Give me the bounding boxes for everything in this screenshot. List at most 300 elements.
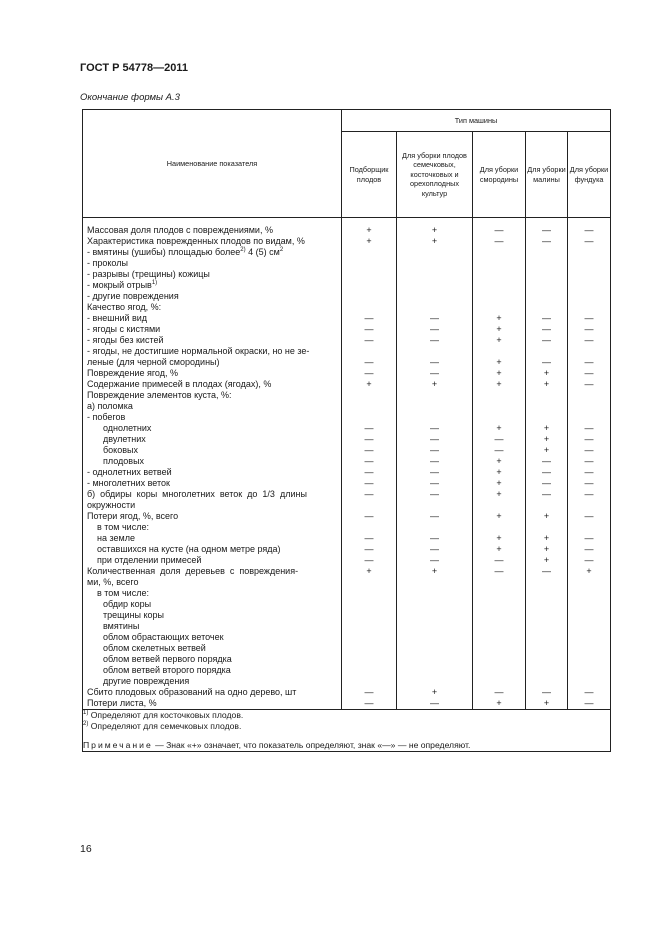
table-row — [83, 379, 611, 390]
empty-mark — [526, 654, 567, 665]
indicator-text: 4 (5) см — [245, 247, 280, 257]
empty-mark — [397, 280, 472, 291]
indicator-line — [83, 412, 341, 423]
empty-mark — [526, 291, 567, 302]
plus-mark: + — [543, 423, 550, 433]
value-cell — [568, 236, 611, 302]
indicator-text: - разрывы (трещины) кожицы — [87, 269, 210, 279]
dash-mark: — — [430, 456, 439, 466]
empty-mark — [342, 522, 396, 533]
indicator-cell — [83, 368, 342, 379]
empty-mark — [526, 412, 567, 423]
dash-mark: — — [430, 445, 439, 455]
indicator-line — [83, 445, 341, 456]
plus-mark: + — [496, 544, 502, 554]
empty-mark — [526, 610, 567, 621]
unit-exponent: 2 — [279, 247, 284, 253]
empty-mark — [568, 390, 610, 401]
dash-mark: — — [364, 533, 374, 543]
empty-mark — [568, 291, 610, 302]
empty-mark — [568, 412, 610, 423]
indicator-line — [83, 269, 341, 280]
plus-mark: + — [431, 379, 438, 389]
dash-mark: — — [430, 368, 439, 378]
empty-mark — [342, 258, 396, 269]
dash-mark: — — [584, 434, 594, 444]
plus-mark: + — [543, 544, 550, 554]
indicator-text: боковых — [103, 445, 138, 455]
value-cell — [342, 379, 397, 390]
table-body — [83, 218, 611, 710]
indicator-text: Сбито плодовых образований на одно дерево, шт — [87, 687, 297, 697]
indicator-line — [83, 225, 341, 236]
dash-mark: — — [430, 533, 439, 543]
table-row — [83, 368, 611, 379]
dash-mark: — — [542, 225, 551, 235]
plus-mark: + — [496, 456, 502, 466]
dash-mark: — — [364, 357, 374, 367]
empty-mark — [397, 247, 472, 258]
dash-mark: — — [364, 511, 374, 521]
indicator-text: облом скелетных ветвей — [103, 643, 206, 653]
empty-mark — [473, 412, 525, 423]
indicator-line — [83, 533, 341, 544]
indicator-text: Потери листа, % — [87, 698, 157, 708]
indicator-text: облом ветвей второго порядка — [103, 665, 231, 675]
empty-mark — [397, 599, 472, 610]
machine-type-header: Для уборки фундука — [568, 132, 611, 218]
empty-mark — [526, 599, 567, 610]
indicator-line — [83, 335, 341, 346]
value-cell — [473, 390, 526, 511]
indicator-line — [83, 654, 341, 665]
value-cell — [473, 236, 526, 302]
dash-mark: — — [430, 357, 439, 367]
indicator-line — [83, 610, 341, 621]
empty-mark — [473, 577, 525, 588]
indicator-cell — [83, 511, 342, 566]
empty-mark — [342, 280, 396, 291]
value-cell — [526, 379, 568, 390]
empty-mark — [473, 401, 525, 412]
indicator-text: облом обрастающих веточек — [103, 632, 224, 642]
plus-mark: + — [496, 324, 502, 334]
value-cell — [568, 390, 611, 511]
empty-mark — [342, 412, 396, 423]
empty-mark — [397, 522, 472, 533]
value-cell — [526, 566, 568, 687]
table-row — [83, 698, 611, 710]
empty-mark — [526, 390, 567, 401]
empty-mark — [526, 500, 567, 511]
empty-mark — [473, 258, 525, 269]
empty-mark — [526, 269, 567, 280]
value-cell — [473, 379, 526, 390]
indicator-text: - многолетних веток — [87, 478, 170, 488]
table-row — [83, 390, 611, 511]
document-title: ГОСТ Р 54778—2011 — [80, 62, 188, 74]
empty-mark — [397, 291, 472, 302]
empty-mark — [526, 676, 567, 687]
value-cell — [568, 379, 611, 390]
value-cell — [473, 302, 526, 368]
empty-mark — [342, 302, 396, 313]
indicator-line — [83, 522, 341, 533]
empty-mark — [568, 643, 610, 654]
empty-mark — [473, 390, 525, 401]
dash-mark: — — [542, 478, 551, 488]
empty-mark — [397, 401, 472, 412]
dash-mark: — — [364, 467, 374, 477]
empty-mark — [473, 500, 525, 511]
indicator-line — [83, 544, 341, 555]
dash-mark: — — [430, 324, 439, 334]
value-cell — [526, 302, 568, 368]
indicator-line — [83, 643, 341, 654]
value-cell — [473, 698, 526, 710]
dash-mark: — — [542, 687, 551, 697]
value-cell — [397, 566, 473, 687]
indicator-text: при отделении примесей — [97, 555, 202, 565]
indicator-line — [83, 291, 341, 302]
table-row — [83, 218, 611, 237]
dash-mark: — — [430, 489, 439, 499]
indicator-line — [83, 555, 341, 566]
value-cell — [397, 390, 473, 511]
dash-mark: — — [494, 687, 504, 697]
table-row — [83, 302, 611, 368]
empty-mark — [473, 346, 525, 357]
dash-mark: — — [364, 445, 374, 455]
empty-mark — [568, 258, 610, 269]
indicator-line — [83, 247, 341, 258]
table-row — [83, 566, 611, 687]
indicator-line — [83, 379, 341, 390]
dash-mark: — — [542, 357, 551, 367]
dash-mark: — — [364, 456, 374, 466]
dash-mark: — — [584, 445, 594, 455]
empty-mark — [568, 401, 610, 412]
empty-mark — [342, 291, 396, 302]
indicator-line — [83, 500, 341, 511]
indicator-text: другие повреждения — [103, 676, 190, 686]
plus-mark: + — [543, 445, 550, 455]
table-footer — [83, 710, 611, 752]
empty-mark — [473, 610, 525, 621]
empty-mark — [526, 247, 567, 258]
indicator-text: двулетних — [103, 434, 146, 444]
footnote-text: Определяют для семечковых плодов. — [88, 721, 242, 731]
indicator-line — [83, 687, 341, 698]
dash-mark: — — [494, 236, 504, 246]
indicator-line — [83, 676, 341, 687]
dash-mark: — — [364, 324, 374, 334]
column-header-indicator: Наименование показателя — [83, 110, 342, 218]
empty-mark — [473, 621, 525, 632]
indicators-table — [82, 109, 611, 752]
plus-mark: + — [431, 236, 438, 246]
empty-mark — [397, 588, 472, 599]
value-cell — [526, 511, 568, 566]
indicator-text: окружности — [87, 500, 136, 510]
indicator-text: Содержание примесей в плодах (ягодах), % — [87, 379, 272, 389]
indicator-line — [83, 302, 341, 313]
indicator-line — [83, 621, 341, 632]
dash-mark: — — [584, 489, 594, 499]
dash-mark: — — [364, 478, 374, 488]
dash-mark: — — [364, 423, 374, 433]
empty-mark — [397, 654, 472, 665]
value-cell — [397, 218, 473, 237]
indicator-line — [83, 401, 341, 412]
indicator-line — [83, 588, 341, 599]
empty-mark — [568, 665, 610, 676]
plus-mark: + — [366, 566, 372, 576]
empty-mark — [342, 577, 396, 588]
indicator-text: однолетних — [103, 423, 152, 433]
plus-mark: + — [543, 368, 550, 378]
indicator-line — [83, 566, 341, 577]
value-cell — [473, 368, 526, 379]
dash-mark: — — [430, 467, 439, 477]
footnote — [83, 710, 610, 721]
empty-mark — [473, 665, 525, 676]
value-cell — [526, 236, 568, 302]
indicator-text: трещины коры — [103, 610, 165, 620]
value-cell — [568, 368, 611, 379]
empty-mark — [526, 258, 567, 269]
indicator-text: в том числе: — [97, 522, 149, 532]
empty-mark — [473, 632, 525, 643]
value-cell — [342, 390, 397, 511]
dash-mark: — — [364, 368, 374, 378]
indicator-line — [83, 456, 341, 467]
value-cell — [342, 218, 397, 237]
plus-mark: + — [543, 555, 550, 565]
value-cell — [342, 566, 397, 687]
plus-mark: + — [431, 225, 438, 235]
value-cell — [342, 236, 397, 302]
dash-mark: — — [542, 456, 551, 466]
dash-mark: — — [584, 313, 594, 323]
dash-mark: — — [364, 434, 374, 444]
empty-mark — [568, 676, 610, 687]
indicator-text: в том числе: — [97, 588, 149, 598]
plus-mark: + — [431, 687, 438, 697]
dash-mark: — — [542, 236, 551, 246]
plus-mark: + — [496, 357, 502, 367]
dash-mark: — — [584, 357, 594, 367]
indicator-line — [83, 698, 341, 709]
indicator-text: - мокрый отрыв — [87, 280, 152, 290]
indicator-cell — [83, 379, 342, 390]
indicator-line — [83, 357, 341, 368]
indicator-text: - побегов — [87, 412, 126, 422]
dash-mark: — — [364, 544, 374, 554]
empty-mark — [342, 665, 396, 676]
indicator-text: ми, %, всего — [87, 577, 139, 587]
plus-mark: + — [496, 478, 502, 488]
dash-mark: — — [584, 236, 594, 246]
value-cell — [342, 687, 397, 698]
empty-mark — [342, 676, 396, 687]
dash-mark: — — [494, 445, 504, 455]
dash-mark: — — [584, 544, 594, 554]
indicator-text: Количественная доля деревьев с повреждения- — [87, 566, 299, 576]
empty-mark — [473, 654, 525, 665]
empty-mark — [342, 588, 396, 599]
plus-mark: + — [366, 236, 372, 246]
page-number: 16 — [80, 843, 92, 855]
empty-mark — [342, 247, 396, 258]
indicator-text: Характеристика поврежденных плодов по видам, % — [87, 236, 305, 246]
dash-mark: — — [430, 698, 439, 708]
dash-mark: — — [584, 456, 594, 466]
footnotes — [83, 710, 610, 732]
footnote-ref: 2) — [240, 247, 246, 253]
empty-mark — [342, 401, 396, 412]
empty-mark — [568, 302, 610, 313]
indicator-line — [83, 577, 341, 588]
indicator-text: б) обдиры коры многолетних веток до 1/3 длины — [87, 489, 307, 499]
empty-mark — [526, 346, 567, 357]
empty-mark — [568, 247, 610, 258]
dash-mark: — — [542, 335, 551, 345]
indicator-line — [83, 423, 341, 434]
empty-mark — [568, 654, 610, 665]
dash-mark: — — [584, 511, 594, 521]
plus-mark: + — [543, 434, 550, 444]
plus-mark: + — [496, 698, 502, 708]
plus-mark: + — [496, 335, 502, 345]
plus-mark: + — [543, 379, 550, 389]
value-cell — [342, 302, 397, 368]
empty-mark — [342, 346, 396, 357]
machine-type-header: Для уборки плодов семечковых, косточковых и орехоплодных культур — [397, 132, 473, 218]
empty-mark — [526, 632, 567, 643]
machine-type-header: Подборщик плодов — [342, 132, 397, 218]
empty-mark — [342, 610, 396, 621]
indicator-cell — [83, 566, 342, 687]
dash-mark: — — [584, 423, 594, 433]
empty-mark — [568, 610, 610, 621]
indicator-text: леные (для черной смородины) — [87, 357, 220, 367]
indicator-cell — [83, 218, 342, 237]
indicator-line — [83, 313, 341, 324]
indicator-text: Массовая доля плодов с повреждениями, % — [87, 225, 273, 235]
indicator-text: на земле — [97, 533, 135, 543]
empty-mark — [568, 621, 610, 632]
plus-mark: + — [496, 489, 502, 499]
value-cell — [397, 698, 473, 710]
empty-mark — [473, 588, 525, 599]
dash-mark: — — [430, 335, 439, 345]
dash-mark: — — [430, 434, 439, 444]
dash-mark: — — [542, 324, 551, 334]
dash-mark: — — [430, 313, 439, 323]
note-label: Примечание — [83, 740, 153, 750]
indicator-line — [83, 368, 341, 379]
form-caption: Окончание формы А.3 — [80, 92, 180, 103]
empty-mark — [397, 643, 472, 654]
empty-mark — [473, 676, 525, 687]
plus-mark: + — [496, 467, 502, 477]
empty-mark — [526, 302, 567, 313]
plus-mark: + — [496, 379, 502, 389]
value-cell — [473, 511, 526, 566]
plus-mark: + — [543, 533, 550, 543]
dash-mark: — — [494, 555, 504, 565]
empty-mark — [568, 599, 610, 610]
indicator-text: - ягоды без кистей — [87, 335, 164, 345]
table-row — [83, 236, 611, 302]
value-cell — [342, 511, 397, 566]
column-header-machine-type: Тип машины — [342, 110, 611, 132]
empty-mark — [568, 522, 610, 533]
empty-mark — [526, 588, 567, 599]
value-cell — [568, 687, 611, 698]
empty-mark — [568, 632, 610, 643]
empty-mark — [568, 280, 610, 291]
indicator-text: - однолетних ветвей — [87, 467, 172, 477]
dash-mark: — — [584, 478, 594, 488]
dash-mark: — — [584, 368, 594, 378]
dash-mark: — — [494, 434, 504, 444]
empty-mark — [397, 632, 472, 643]
empty-mark — [473, 522, 525, 533]
indicator-text: оставшихся на кусте (на одном метре ряда) — [97, 544, 281, 554]
dash-mark: — — [430, 544, 439, 554]
value-cell — [473, 566, 526, 687]
note — [83, 740, 610, 751]
plus-mark: + — [496, 368, 502, 378]
indicator-cell — [83, 687, 342, 698]
indicator-line — [83, 390, 341, 401]
indicator-line — [83, 346, 341, 357]
empty-mark — [473, 643, 525, 654]
plus-mark: + — [496, 511, 502, 521]
value-cell — [526, 390, 568, 511]
empty-mark — [526, 280, 567, 291]
value-cell — [473, 687, 526, 698]
empty-mark — [568, 577, 610, 588]
empty-mark — [568, 269, 610, 280]
dash-mark: — — [584, 324, 594, 334]
indicator-cell — [83, 390, 342, 511]
value-cell — [526, 368, 568, 379]
note-text: — Знак «+» означает, что показатель определяют, знак «—» — не определяют. — [152, 740, 471, 750]
footnote-mark: 1) — [83, 710, 89, 717]
empty-mark — [342, 500, 396, 511]
empty-mark — [342, 632, 396, 643]
indicator-line — [83, 599, 341, 610]
empty-mark — [342, 269, 396, 280]
empty-mark — [397, 269, 472, 280]
machine-type-header: Для уборки малины — [526, 132, 568, 218]
value-cell — [397, 379, 473, 390]
empty-mark — [397, 500, 472, 511]
table-row — [83, 687, 611, 698]
empty-mark — [568, 346, 610, 357]
dash-mark: — — [494, 225, 504, 235]
dash-mark: — — [430, 511, 439, 521]
footnote-ref: 1) — [151, 280, 158, 286]
empty-mark — [473, 247, 525, 258]
indicator-text: Потери ягод, %, всего — [87, 511, 179, 521]
empty-mark — [342, 599, 396, 610]
plus-mark: + — [431, 566, 438, 576]
dash-mark: — — [584, 335, 594, 345]
